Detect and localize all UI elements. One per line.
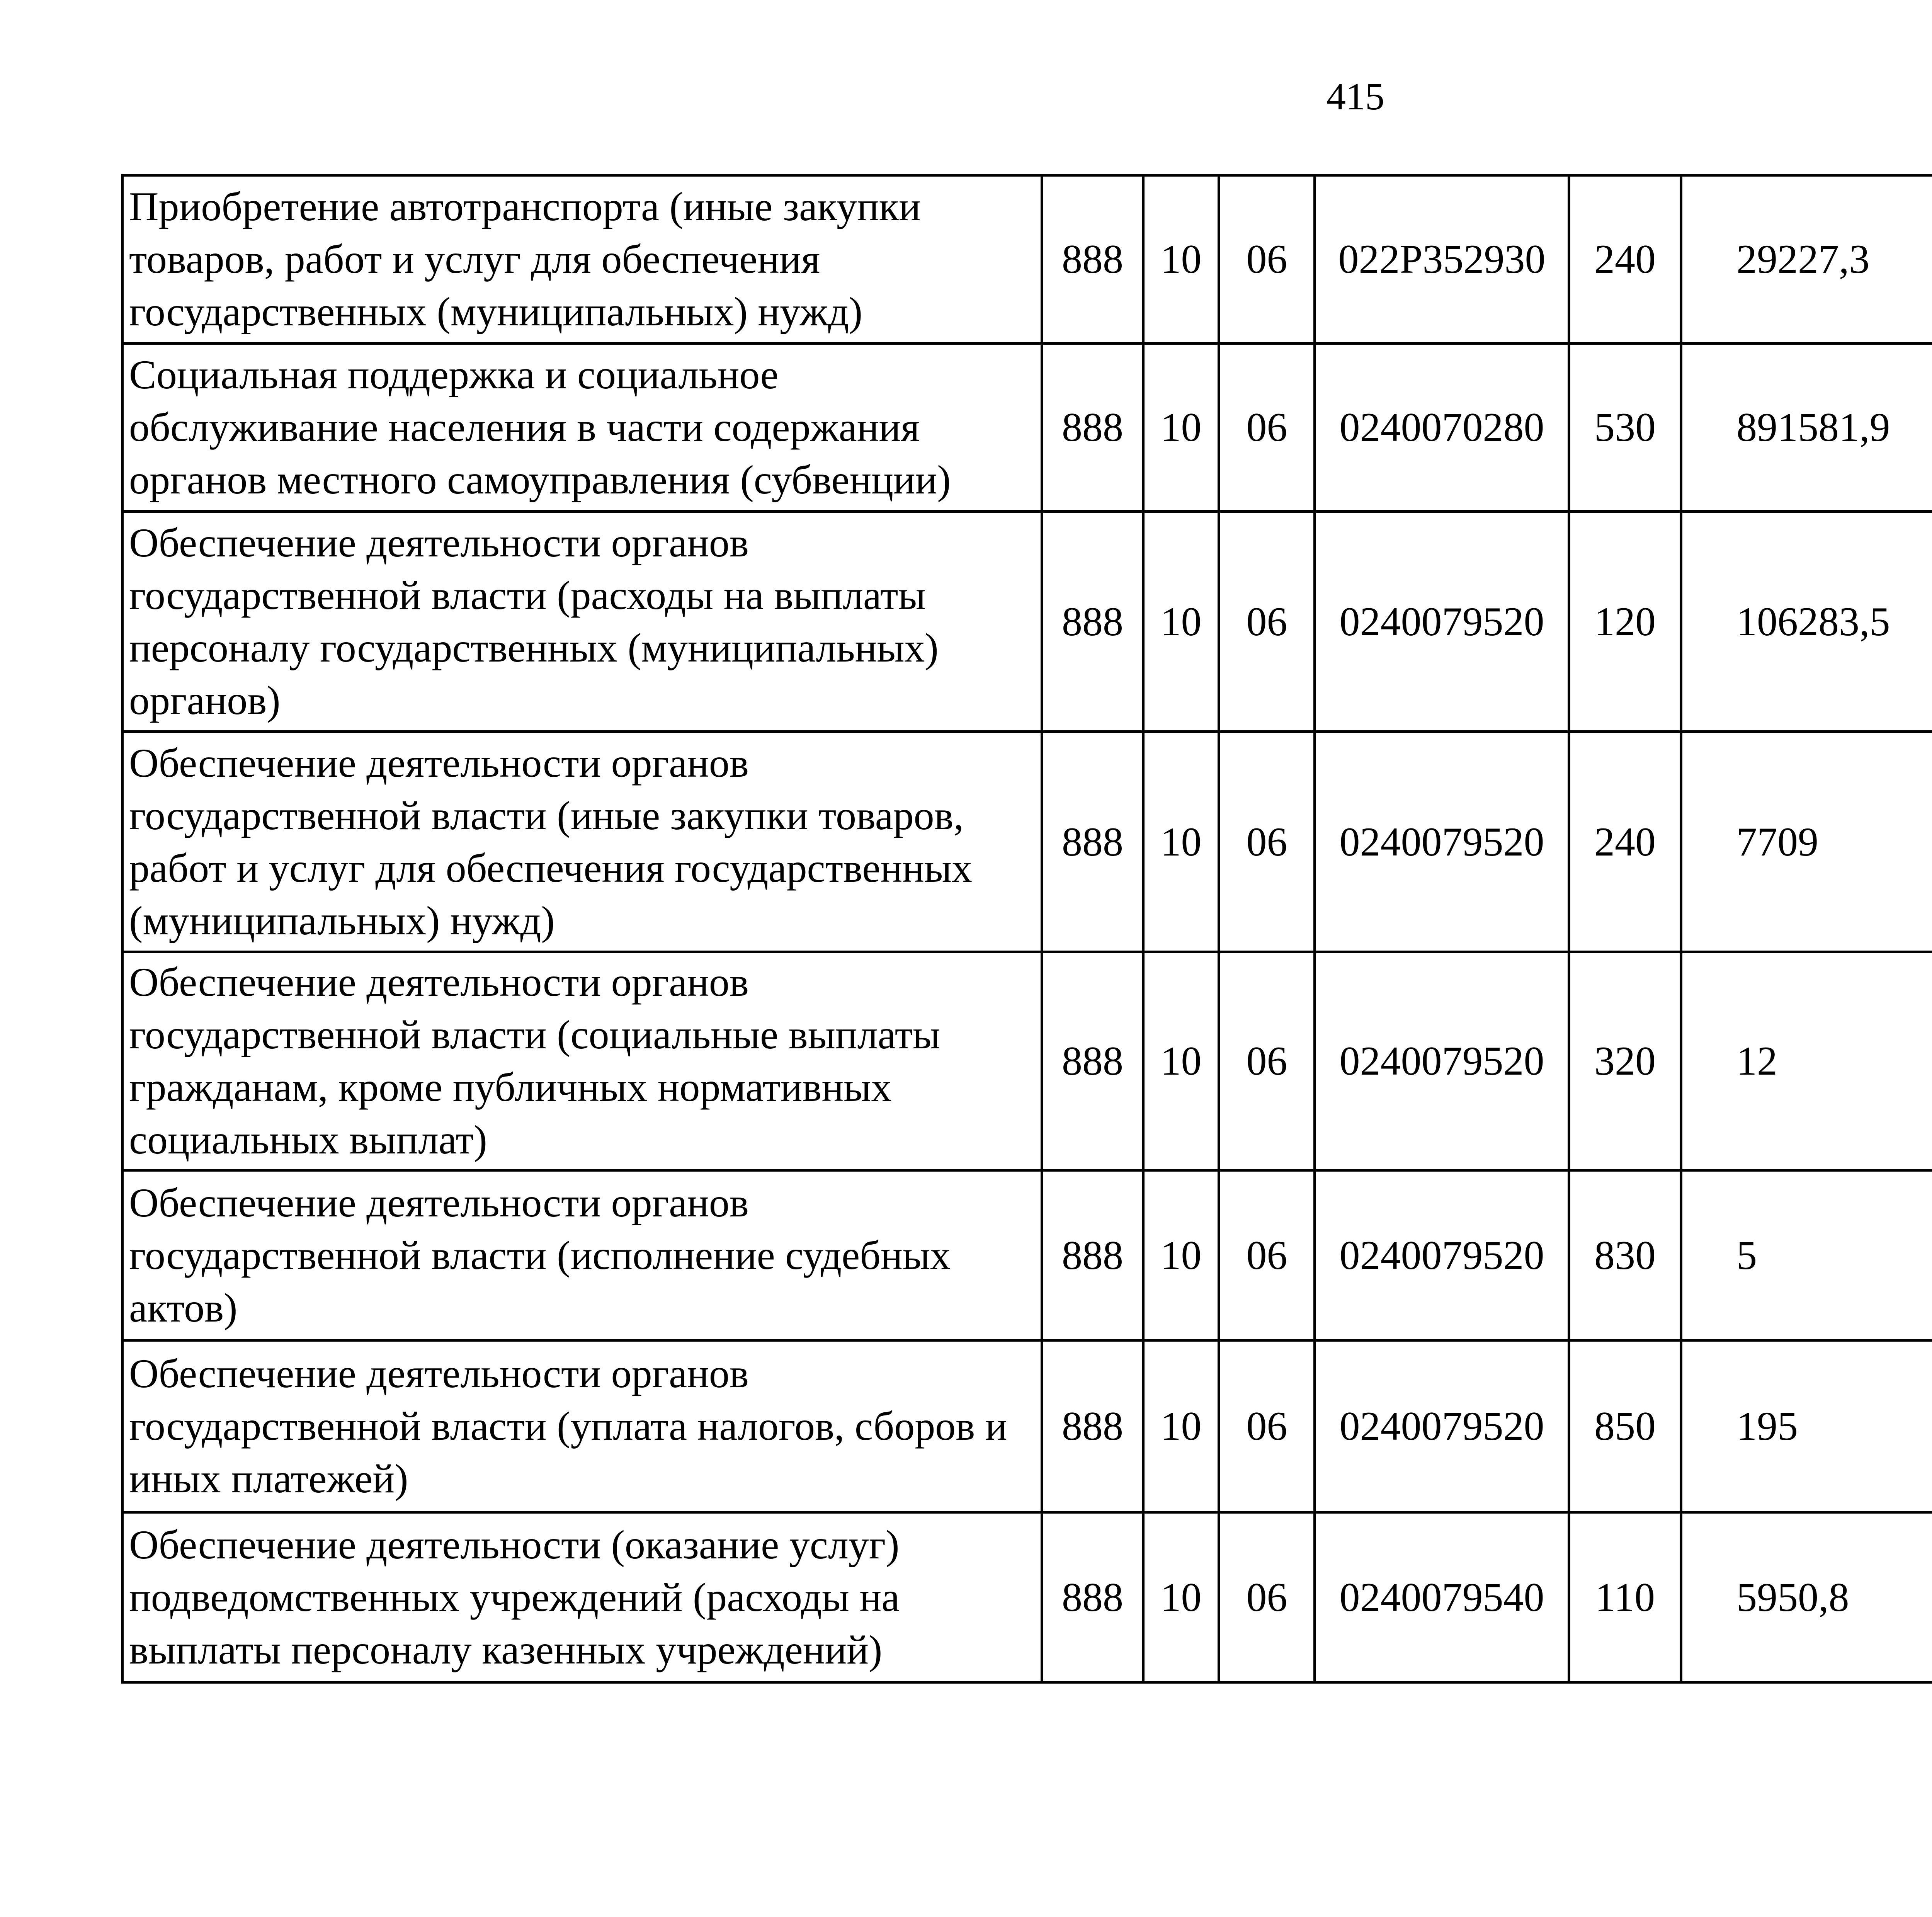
target-article-code: 0240079520 bbox=[1315, 952, 1569, 1170]
amount-year-1: 29227,3 bbox=[1681, 175, 1932, 344]
table-row bbox=[122, 952, 1932, 1170]
table-row bbox=[122, 175, 1932, 344]
amount-year-1: 195 bbox=[1681, 1340, 1932, 1512]
table-row bbox=[122, 732, 1932, 952]
subsection-code: 06 bbox=[1219, 952, 1315, 1170]
target-article-code: 0240079520 bbox=[1315, 1340, 1569, 1512]
subsection-code: 06 bbox=[1219, 512, 1315, 732]
subsection-code: 06 bbox=[1219, 175, 1315, 344]
subsection-code: 06 bbox=[1219, 1170, 1315, 1340]
section-code: 10 bbox=[1143, 512, 1219, 732]
row-description: Обеспечение деятельности органов государственной власти (расходы на выплаты персоналу государственных (муниципальных) органов) bbox=[122, 512, 1042, 732]
amount-year-1: 12 bbox=[1681, 952, 1932, 1170]
grbs-code: 888 bbox=[1042, 1170, 1143, 1340]
budget-table bbox=[121, 174, 1932, 1684]
grbs-code: 888 bbox=[1042, 344, 1143, 512]
row-description: Обеспечение деятельности органов государственной власти (исполнение судебных актов) bbox=[122, 1170, 1042, 1340]
subsection-code: 06 bbox=[1219, 1512, 1315, 1682]
table-row bbox=[122, 1170, 1932, 1340]
amount-year-1: 891581,9 bbox=[1681, 344, 1932, 512]
target-article-code: 0240079520 bbox=[1315, 732, 1569, 952]
target-article-code: 022P352930 bbox=[1315, 175, 1569, 344]
expense-type-code: 530 bbox=[1569, 344, 1681, 512]
target-article-code: 0240079520 bbox=[1315, 512, 1569, 732]
grbs-code: 888 bbox=[1042, 1512, 1143, 1682]
grbs-code: 888 bbox=[1042, 1340, 1143, 1512]
row-description: Обеспечение деятельности органов государственной власти (уплата налогов, сборов и иных платежей) bbox=[122, 1340, 1042, 1512]
target-article-code: 0240079540 bbox=[1315, 1512, 1569, 1682]
section-code: 10 bbox=[1143, 175, 1219, 344]
section-code: 10 bbox=[1143, 952, 1219, 1170]
grbs-code: 888 bbox=[1042, 952, 1143, 1170]
expense-type-code: 110 bbox=[1569, 1512, 1681, 1682]
expense-type-code: 850 bbox=[1569, 1340, 1681, 1512]
table-row bbox=[122, 344, 1932, 512]
subsection-code: 06 bbox=[1219, 1340, 1315, 1512]
expense-type-code: 120 bbox=[1569, 512, 1681, 732]
expense-type-code: 830 bbox=[1569, 1170, 1681, 1340]
target-article-code: 0240079520 bbox=[1315, 1170, 1569, 1340]
subsection-code: 06 bbox=[1219, 344, 1315, 512]
row-description: Приобретение автотранспорта (иные закупки товаров, работ и услуг для обеспечения государственных (муниципальных) нужд) bbox=[122, 175, 1042, 344]
section-code: 10 bbox=[1143, 1340, 1219, 1512]
section-code: 10 bbox=[1143, 1170, 1219, 1340]
table-row bbox=[122, 512, 1932, 732]
amount-year-1: 5950,8 bbox=[1681, 1512, 1932, 1682]
expense-type-code: 320 bbox=[1569, 952, 1681, 1170]
grbs-code: 888 bbox=[1042, 732, 1143, 952]
grbs-code: 888 bbox=[1042, 512, 1143, 732]
target-article-code: 0240070280 bbox=[1315, 344, 1569, 512]
row-description: Обеспечение деятельности органов государственной власти (иные закупки товаров, работ и услуг для обеспечения государственных (муниципальных) нужд) bbox=[122, 732, 1042, 952]
row-description: Обеспечение деятельности органов государственной власти (социальные выплаты гражданам, кроме публичных нормативных социальных выплат) bbox=[122, 952, 1042, 1170]
table-row bbox=[122, 1512, 1932, 1682]
expense-type-code: 240 bbox=[1569, 732, 1681, 952]
section-code: 10 bbox=[1143, 1512, 1219, 1682]
amount-year-1: 106283,5 bbox=[1681, 512, 1932, 732]
amount-year-1: 7709 bbox=[1681, 732, 1932, 952]
table-row bbox=[122, 1340, 1932, 1512]
row-description: Обеспечение деятельности (оказание услуг) подведомственных учреждений (расходы на выплаты персоналу казенных учреждений) bbox=[122, 1512, 1042, 1682]
expense-type-code: 240 bbox=[1569, 175, 1681, 344]
page-number: 415 bbox=[1327, 75, 1384, 118]
row-description: Социальная поддержка и социальное обслуживание населения в части содержания органов местного самоуправления (субвенции) bbox=[122, 344, 1042, 512]
section-code: 10 bbox=[1143, 732, 1219, 952]
grbs-code: 888 bbox=[1042, 175, 1143, 344]
subsection-code: 06 bbox=[1219, 732, 1315, 952]
amount-year-1: 5 bbox=[1681, 1170, 1932, 1340]
section-code: 10 bbox=[1143, 344, 1219, 512]
